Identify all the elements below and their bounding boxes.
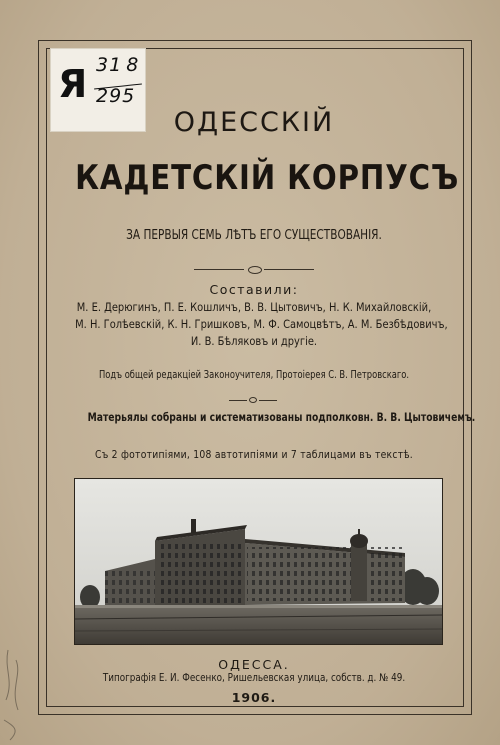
compilers-line-2: М. Н. Голѣевскій, К. Н. Гришковъ, М. Ф. Самоцвѣтъ, А. М. Безбѣдовичъ,	[75, 317, 448, 331]
illustrations-line: Съ 2 фототипіями, 108 автотипіями и 7 таблицами въ текстѣ.	[95, 448, 413, 461]
compilers-line-1: М. Е. Дерюгинъ, П. Е. Кошличъ, В. В. Цытовичъ, Н. К. Михайловскій,	[76, 300, 432, 314]
ornament-divider	[194, 265, 314, 275]
shelf-number-bottom: 295	[96, 85, 136, 107]
publication-year: 1906.	[231, 690, 277, 705]
shelf-letter: Я	[58, 62, 88, 106]
subtitle: ЗА ПЕРВЫЯ СЕМЬ ЛѢТЪ ЕГО СУЩЕСТВОВАНІЯ.	[126, 227, 382, 243]
editor-line: Подъ общей редакціей Законоучителя, Протоіерея С. В. Петровскаго.	[98, 368, 410, 381]
printer-line: Типографія Е. И. Фесенко, Ришельевская улица, собств. д. № 49.	[102, 672, 406, 684]
title-line-1: ОДЕССКІЙ	[173, 107, 335, 138]
publication-city: ОДЕССА.	[218, 657, 290, 672]
ornament-divider-small	[229, 396, 277, 406]
shelf-number-top: 31 8	[96, 54, 140, 76]
title-line-2: КАДЕТСКІЙ КОРПУСЪ	[75, 158, 460, 198]
margin-pencil-marks	[0, 630, 40, 745]
building-photograph	[74, 478, 443, 645]
compilers-heading: Составили:	[209, 282, 299, 297]
compilers-line-3: И. В. Бѣляковъ и другіе.	[190, 334, 318, 348]
materials-line: Матерьялы собраны и систематизованы подполковн. В. В. Цытовичемъ.	[87, 410, 476, 424]
